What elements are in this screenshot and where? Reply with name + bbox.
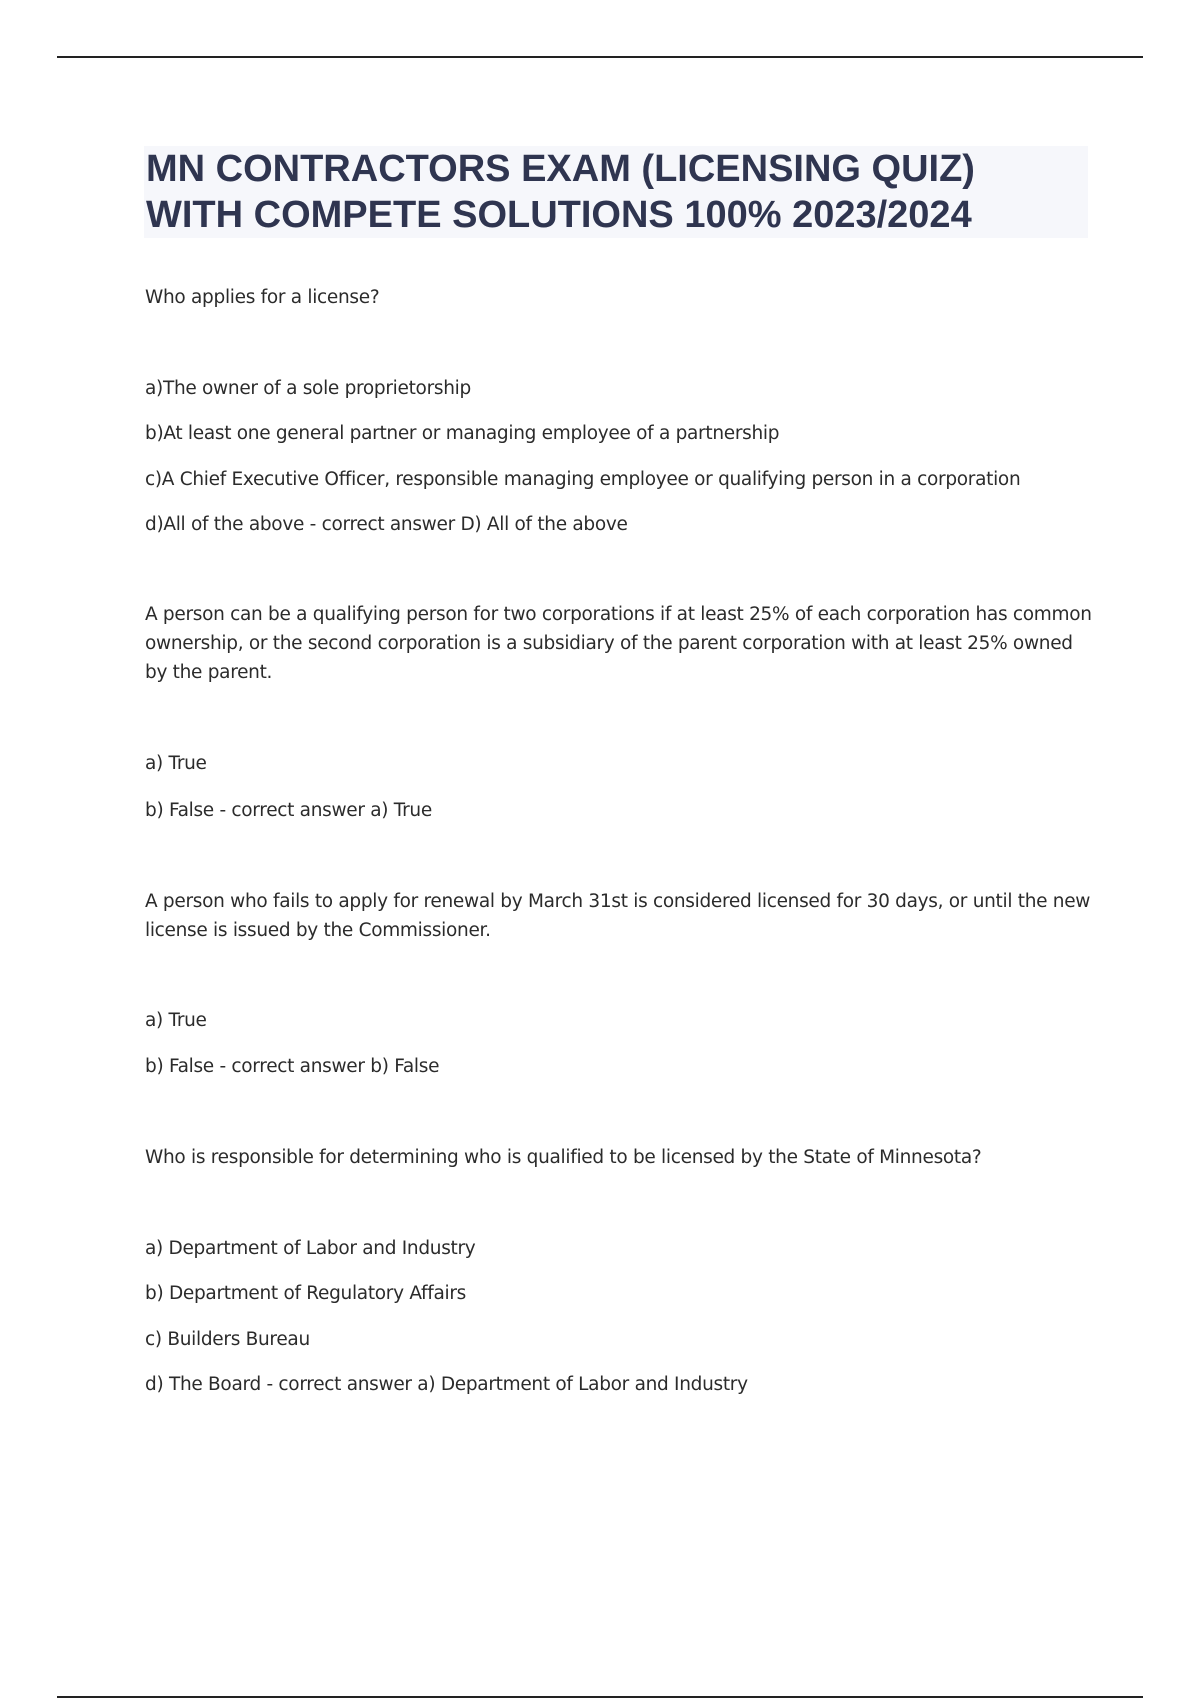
question-prompt-1: Who applies for a license?	[145, 287, 380, 308]
title-line-2: WITH COMPETE SOLUTIONS 100% 2023/2024	[146, 194, 972, 236]
title-line-1: MN CONTRACTORS EXAM (LICENSING QUIZ)	[146, 148, 975, 190]
question-1-option-c: c)A Chief Executive Officer, responsible managing employee or qualifying person in a corporation	[145, 469, 1021, 490]
header-rule	[57, 56, 1143, 58]
question-4-option-d: d) The Board - correct answer a) Department of Labor and Industry	[145, 1374, 748, 1395]
footer-rule	[57, 1696, 1143, 1698]
question-1-option-d: d)All of the above - correct answer D) All of the above	[145, 514, 628, 535]
question-2-option-b: b) False - correct answer a) True	[145, 800, 432, 821]
document-title	[144, 146, 1088, 238]
question-1-option-a: a)The owner of a sole proprietorship	[145, 378, 471, 399]
question-4-option-c: c) Builders Bureau	[145, 1329, 310, 1350]
question-4-option-b: b) Department of Regulatory Affairs	[145, 1283, 466, 1304]
question-prompt-3: A person who fails to apply for renewal by March 31st is considered licensed for 30 days, or until the new license is issued by the Commissioner.	[145, 891, 1091, 941]
question-3-option-b: b) False - correct answer b) False	[145, 1056, 440, 1077]
question-2-option-a: a) True	[145, 753, 207, 774]
question-prompt-2: A person can be a qualifying person for two corporations if at least 25% of each corporation has common ownership, or the second corporation is a subsidiary of the parent corporation with at least 25% owned by the parent.	[145, 604, 1092, 683]
question-4-option-a: a) Department of Labor and Industry	[145, 1238, 476, 1259]
question-prompt-4: Who is responsible for determining who is qualified to be licensed by the State of Minnesota?	[145, 1147, 982, 1168]
question-3-option-a: a) True	[145, 1010, 207, 1031]
question-1-option-b: b)At least one general partner or managing employee of a partnership	[145, 423, 780, 444]
